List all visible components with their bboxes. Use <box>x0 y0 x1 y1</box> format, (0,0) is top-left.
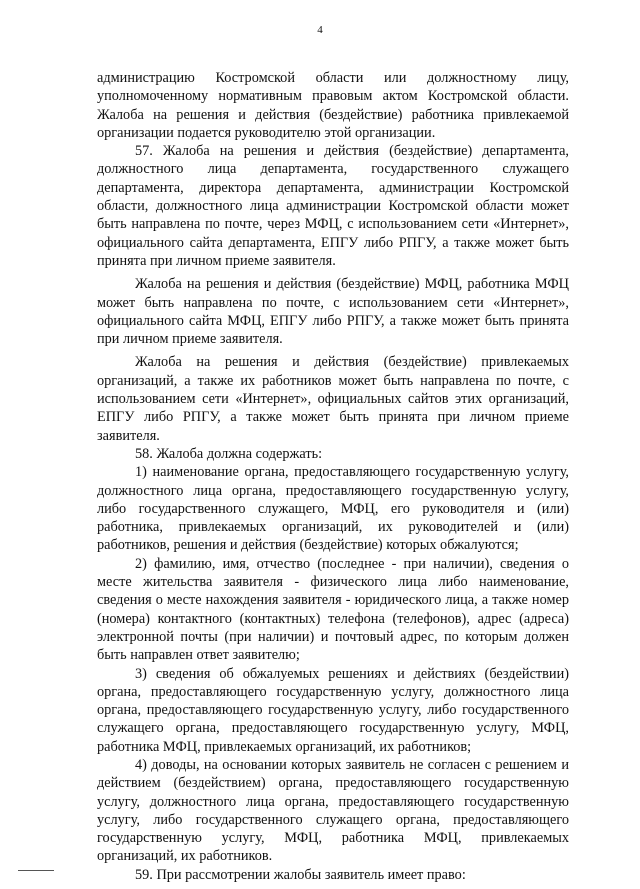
paragraph-58: 58. Жалоба должна содержать: <box>135 445 323 462</box>
paragraph-continuation: администрацию Костромской области или должностному лицу, уполномоченному нормативным правовым актом Костромской области. Жалоба на решения и действия (бездействие) работника привлекаемой организации подается руководителю этой организации. <box>97 70 569 141</box>
paragraph-57: 57. Жалоба на решения и действия (бездействие) департамента, должностного лица департамента, государственного служащего департамента, директора департамента, администрации Костромской области, должностного лица администрации Костромской области может быть направлена по почте, через МФЦ, с использованием сети «Интернет», официального сайта департамента, ЕПГУ либо РПГУ, а также может быть принята при личном приеме заявителя. <box>97 143 569 269</box>
list-item-58-2: 2) фамилию, имя, отчество (последнее - при наличии), сведения о месте жительства заявителя - физического лица либо наименование, сведения о месте нахождения заявителя - юридического лица, а также номер (номера) контактного (контактных) телефона (телефонов), адрес (адреса) электронной почты (при наличии) и почтовый адрес, по которым должен быть направлен ответ заявителю; <box>97 555 569 664</box>
paragraph-59: 59. При рассмотрении жалобы заявитель имеет право: <box>135 866 466 883</box>
paragraph-organizations-complaint: Жалоба на решения и действия (бездействие) привлекаемых организаций, а также их работников может быть направлена по почте, с использованием сети «Интернет», официальных сайтов этих организаций, ЕПГУ либо РПГУ, а также может быть принята при личном приеме заявителя. <box>97 354 569 444</box>
list-item-58-1: 1) наименование органа, предоставляющего государственную услугу, должностного лица органа, предоставляющего государственную услугу, либо государственного служащего, МФЦ, его руководителя и (или) работника, привлекаемых организаций, их руководителей и (или) работников, решения и действия (бездействие) которых обжалуются; <box>97 464 569 554</box>
list-item-58-3: 3) сведения об обжалуемых решениях и действиях (бездействии) органа, предоставляющего государственную услугу, должностного лица органа, предоставляющего государственную услугу, либо государственного служащего органа, предоставляющего государственную услугу, МФЦ, работника МФЦ, привлекаемых организаций, их работников; <box>97 665 569 755</box>
page-number: 4 <box>317 24 323 36</box>
list-item-58-4: 4) доводы, на основании которых заявитель не согласен с решением и действием (бездействием) органа, предоставляющего государственную услугу, должностного лица органа, предоставляющего государственную услугу, либо государственного служащего органа, предоставляющего государственную услугу, МФЦ, работника МФЦ, привлекаемых организаций, их работников. <box>97 756 569 865</box>
paragraph-mfc-complaint: Жалоба на решения и действия (бездействие) МФЦ, работника МФЦ может быть направлена по почте, с использованием сети «Интернет», официального сайта МФЦ, ЕПГУ либо РПГУ, а также может быть принята при личном приеме заявителя. <box>97 276 569 348</box>
document-body <box>97 69 569 884</box>
footer-divider <box>18 870 54 871</box>
